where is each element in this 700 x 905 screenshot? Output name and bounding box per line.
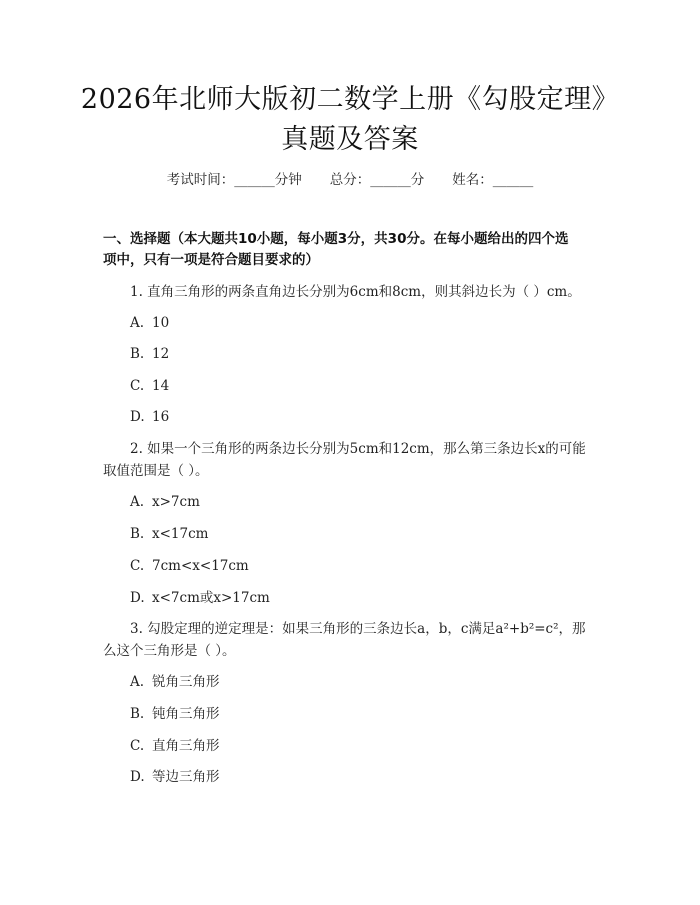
option-letter: D. [130, 590, 145, 606]
option-letter: A. [130, 674, 145, 690]
question-2-option-d [130, 588, 270, 609]
question-1-option-a [130, 313, 169, 334]
section-heading-line1: 一、选择题（本大题共10小题，每小题3分，共30分。在每小题给出的四个选 [103, 231, 569, 247]
question-1-stem: 1. 直角三角形的两条直角边长分别为6cm和8cm，则其斜边长为（ ）cm。 [130, 284, 581, 300]
option-text: 12 [152, 346, 170, 362]
option-text: 16 [152, 409, 170, 425]
option-letter: C. [130, 378, 145, 394]
option-letter: A. [130, 494, 145, 510]
option-text: 10 [152, 315, 170, 331]
option-letter: B. [130, 346, 145, 362]
option-text: 锐角三角形 [152, 674, 220, 690]
question-1-option-b [130, 344, 169, 365]
option-letter: B. [130, 706, 145, 722]
exam-title-line2: 真题及答案 [281, 124, 419, 155]
option-text: 等边三角形 [152, 769, 220, 785]
exam-title [40, 80, 660, 160]
question-2-stem-cont: 取值范围是（ ）。 [103, 463, 209, 479]
option-text: x<7cm或x>17cm [152, 590, 270, 606]
question-3-option-d [130, 767, 220, 788]
option-text: 7cm<x<17cm [152, 558, 249, 574]
question-2-stem: 2. 如果一个三角形的两条边长分别为5cm和12cm，那么第三条边长x的可能 [130, 441, 586, 457]
question-3-option-c [130, 736, 220, 757]
option-text: 钝角三角形 [152, 706, 220, 722]
question-1-option-d [130, 407, 169, 428]
question-2-option-a [130, 492, 200, 513]
exam-meta [0, 168, 700, 188]
student-name-field: 姓名：______ [452, 172, 534, 188]
option-text: x<17cm [152, 526, 209, 542]
question-3-stem: 3. 勾股定理的逆定理是：如果三角形的三条边长a，b，c满足a²+b²=c²，那 [130, 621, 586, 637]
exam-time-field: 考试时间：______分钟 [166, 172, 302, 188]
section-heading [103, 229, 603, 271]
question-3-stem-cont: 么这个三角形是（ ）。 [103, 643, 236, 659]
question-3-option-b [130, 704, 220, 725]
question-2-option-c [130, 556, 249, 577]
question-3-option-a [130, 672, 220, 693]
section-heading-line2: 项中，只有一项是符合题目要求的） [103, 252, 319, 268]
option-letter: A. [130, 315, 145, 331]
option-text: 直角三角形 [152, 738, 220, 754]
question-1-option-c [130, 376, 169, 397]
option-letter: C. [130, 738, 145, 754]
option-letter: C. [130, 558, 145, 574]
question-2-option-b [130, 524, 208, 545]
option-letter: D. [130, 769, 145, 785]
exam-title-line1: 2026年北师大版初二数学上册《勾股定理》 [80, 84, 620, 115]
option-letter: B. [130, 526, 145, 542]
option-text: x>7cm [152, 494, 200, 510]
option-letter: D. [130, 409, 145, 425]
total-score-field: 总分：______分 [329, 172, 425, 188]
option-text: 14 [152, 378, 170, 394]
